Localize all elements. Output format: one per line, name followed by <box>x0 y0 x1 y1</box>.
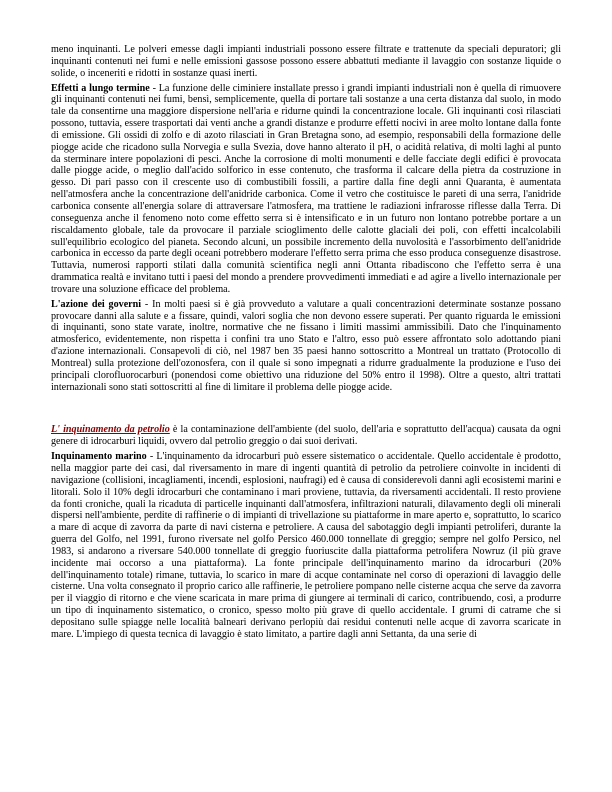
section-heading: L'azione dei governi <box>51 298 142 310</box>
document-page <box>51 44 561 644</box>
paragraph-inquinamento-marino <box>51 451 561 641</box>
paragraph-text: è la contaminazione dell'ambiente (del suolo, dell'aria e soprattutto dell'acqua) causata da ogni genere di idrocarburi liquidi, ovvero dal petrolio greggio o dai suoi derivati. <box>51 424 562 448</box>
paragraph-intro-continuation <box>51 44 561 80</box>
paragraph-text: - La funzione delle ciminiere installate presso i grandi impianti industriali non è quella di rimuovere gli inquinanti contenuti nei fumi, bensì, semplicemente, quella di portare tali sostanze a una certa distanza dal suolo, in modo tale da consentirne una maggiore dispersione nell'aria e ridurne quindi la concentrazione locale. Gli inquinanti così rilasciati possono, tuttavia, essere trasportati dai venti anche a grandi distanze e produrre effetti nocivi in aree molto lontane dalla fonte di emissione. Gli ossidi di zolfo e di azoto rilasciati in Gran Bretagna sono, ad esempio, responsabili della formazione delle piogge acide che ricadono sulla Norvegia e sulla Svezia, dove hanno alterato il pH, o acidità relativa, di molti laghi al punto da sterminare intere popolazioni di pesci. Anche la corrosione di molti monumenti e delle facciate degli edifici è provocata dalle piogge acide, o meglio dall'acido solforico in esse contenuto, che trasforma il calcare della pietra da costruzione in gesso. Di pari passo con il crescente uso di combustibili fossili, a partire dalla fine degli anni Quaranta, è aumentata nell'atmosfera anche la concentrazione dell'anidride carbonica. Come il vetro che costituisce le pareti di una serra, l'anidride carbonica consente all'energia solare di attraversare l'atmosfera, ma trattiene le radiazioni infrarosse riflesse dalla Terra. Di conseguenza anche il fenomeno noto come effetto serra si è intensificato e in un futuro non lontano potrebbe portare a un riscaldamento globale, tale da provocare il parziale scioglimento delle calotte glaciali dei poli, con effetti incalcolabili sull'equilibrio ecologico del pianeta. Secondo alcuni, un possibile incremento della nuvolosità e l'assorbimento dell'anidride carbonica in eccesso da parte degli oceani potrebbero moderare l'effetto serra prima che esso produca conseguenze disastrose. Tuttavia, numerosi rapporti stilati dalla comunità scientifica negli anni Ottanta ribadiscono che l'effetto serra è una drammatica realtà e invitano tutti i paesi del mondo a prendere provvedimenti immediati e ad agire a livello internazionale per trovare una soluzione efficace del problema. <box>51 82 561 295</box>
paragraph-inquinamento-petrolio <box>51 424 561 448</box>
paragraph-effetti-lungo-termine <box>51 83 561 296</box>
paragraph-text: - In molti paesi si è già provveduto a valutare a quali concentrazioni determinate sostanze possano provocare danni alla salute e a fissare, quindi, valori soglia che non devono essere superati. Per quanto riguarda le emissioni di inquinanti, sono state varate, inoltre, normative che ne fissano i limiti massimi ammissibili. Dato che l'inquinamento atmosferico, evidentemente, non rispetta i confini tra uno Stato e l'altro, esso può essere affrontato solo adottando piani d'azione internazionali. Consapevoli di ciò, nel 1987 ben 35 paesi hanno sottoscritto a Montreal un trattato (Protocollo di Montreal) sulla protezione dell'ozonosfera, con il quale si sono impegnati a ridurre gradualmente la produzione e l'uso dei principali clorofluorocarburi (ponendosi come obiettivo una riduzione del 50% entro il 1998). Oltre a questo, altri trattati internazionali sono stati sottoscritti al fine di limitare il problema delle piogge acide. <box>51 298 561 393</box>
section-heading-link[interactable]: L' inquinamento da petrolio <box>51 424 170 436</box>
section-heading: Inquinamento marino <box>51 451 147 463</box>
paragraph-azione-governi <box>51 299 561 394</box>
paragraph-text: - L'inquinamento da idrocarburi può essere sistematico o accidentale. Quello accidentale è prodotto, nella maggior parte dei casi, dal riversamento in mare di ingenti quantità di petrolio da petroliere coinvolte in incidenti di navigazione (collisioni, incagliamenti, incendi, esplosioni, naufragi) ed è causa di considerevoli danni agli ecosistemi marini e litorali. Solo il 10% degli idrocarburi che contaminano i mari proviene, tuttavia, da riversamenti accidentali. Il resto proviene da fonti croniche, quali la ricaduta di particelle inquinanti dall'atmosfera, infiltrazioni naturali, dilavamento degli oli minerali dispersi nell'ambiente, perdite di raffinerie o di impianti di trivellazione su piattaforme in mare aperto e, soprattutto, lo scarico a mare di acque di zavorra da parte di navi cisterna e petroliere. A causa del sabotaggio degli impianti petroliferi, durante la guerra del Golfo, nel 1991, furono riversate nel golfo Persico 460.000 tonnellate di greggio; sempre nel golfo Persico, nel 1983, si andarono a riversare 540.000 tonnellate di greggio fuoriuscite dalla piattaforma petrolifera Nowruz (il più grave incidente mai occorso a una piattaforma). La fonte principale dell'inquinamento marino da idrocarburi (20% dell'inquinamento totale) rimane, tuttavia, lo scarico in mare di acque contaminate nel corso di operazioni di lavaggio delle cisterne. Una volta consegnato il proprio carico alle raffinerie, le petroliere pompano nelle cisterne acqua che serve da zavorra per il viaggio di ritorno e che viene scaricata in mare prima di giungere ai terminali di carico, contribuendo, così, a produrre un tipo di inquinamento sistematico, o cronico, spesso molto più grave di quello accidentale. I grumi di catrame che si depositano sulle spiagge nelle località balneari derivano perlopiù dai residui contenuti nelle acque di zavorra scaricate in mare. L'impiego di questa tecnica di lavaggio è stato limitato, a partire dagli anni Settanta, da una serie di <box>51 451 561 640</box>
paragraph-text: meno inquinanti. Le polveri emesse dagli impianti industriali possono essere filtrate e trattenute da speciali depuratori; gli inquinanti contenuti nei fumi e nelle emissioni gassose possono essere abbattuti mediante il lavaggio con sostanze liquide o solide, o inceneriti e ridotti in sostanze quasi inerti. <box>51 44 561 79</box>
section-heading: Effetti a lungo termine <box>51 82 150 94</box>
